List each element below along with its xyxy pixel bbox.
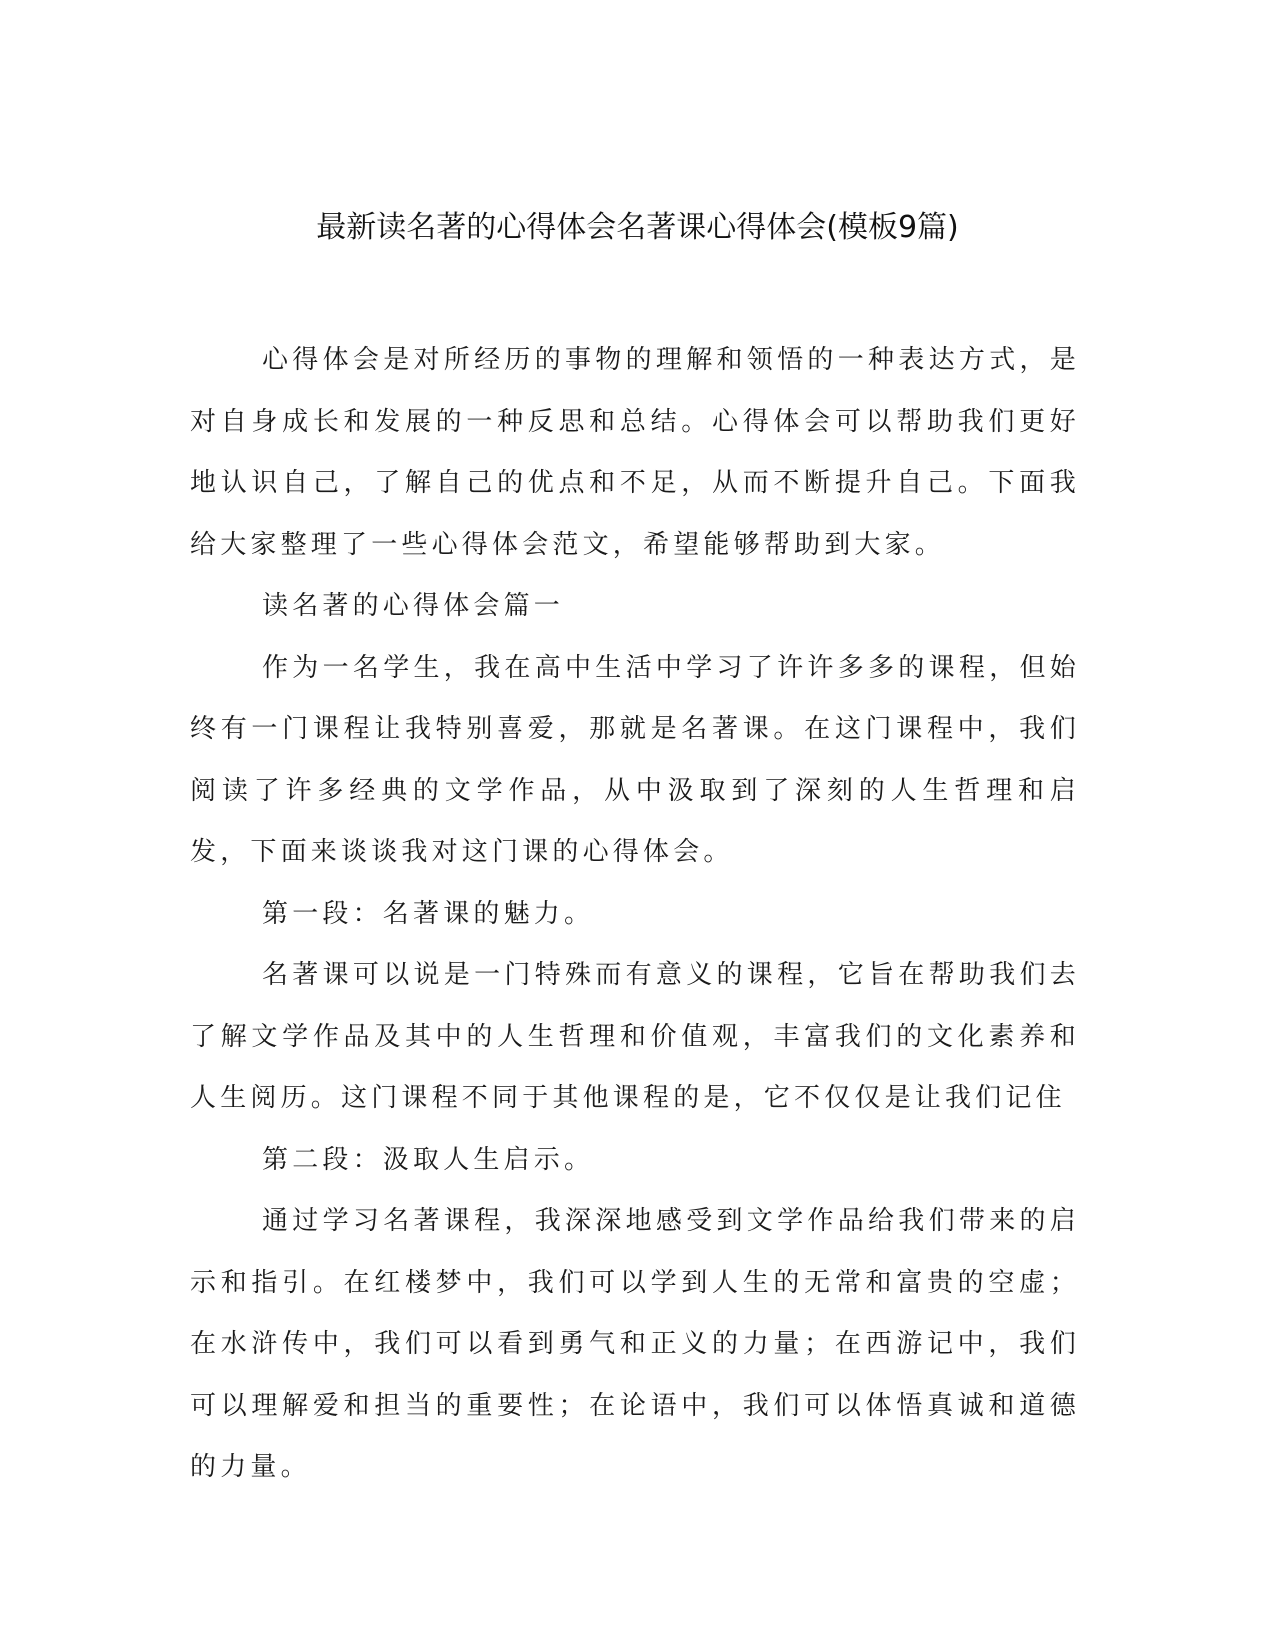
subheading-second-section: 第二段：汲取人生启示。: [262, 1144, 595, 1175]
subheading-first-section: 第一段：名著课的魅力。: [262, 898, 595, 929]
document-body: [190, 330, 1080, 1499]
body-paragraph: 通过学习名著课程，我深深地感受到文学作品给我们带来的启示和指引。在红楼梦中，我们可以学到人生的无常和富贵的空虚；在水浒传中，我们可以看到勇气和正义的力量；在西游记中，我们可以理解爱和担当的重要性；在论语中，我们可以体悟真诚和道德的力量。: [190, 1206, 1080, 1482]
intro-paragraph: 心得体会是对所经历的事物的理解和领悟的一种表达方式，是对自身成长和发展的一种反思和总结。心得体会可以帮助我们更好地认识自己，了解自己的优点和不足，从而不断提升自己。下面我给大家整理了一些心得体会范文，希望能够帮助到大家。: [190, 345, 1080, 560]
section-heading-part-one: 读名著的心得体会篇一: [262, 591, 565, 621]
document-title: 最新读名著的心得体会名著课心得体会(模板9篇): [316, 210, 959, 245]
body-paragraph: 名著课可以说是一门特殊而有意义的课程，它旨在帮助我们去了解文学作品及其中的人生哲理和价值观，丰富我们的文化素养和人生阅历。这门课程不同于其他课程的是，它不仅仅是让我们记住: [190, 960, 1080, 1113]
body-paragraph: 作为一名学生，我在高中生活中学习了许许多多的课程，但始终有一门课程让我特别喜爱，那就是名著课。在这门课程中，我们阅读了许多经典的文学作品，从中汲取到了深刻的人生哲理和启发，下面来谈谈我对这门课的心得体会。: [190, 652, 1080, 867]
